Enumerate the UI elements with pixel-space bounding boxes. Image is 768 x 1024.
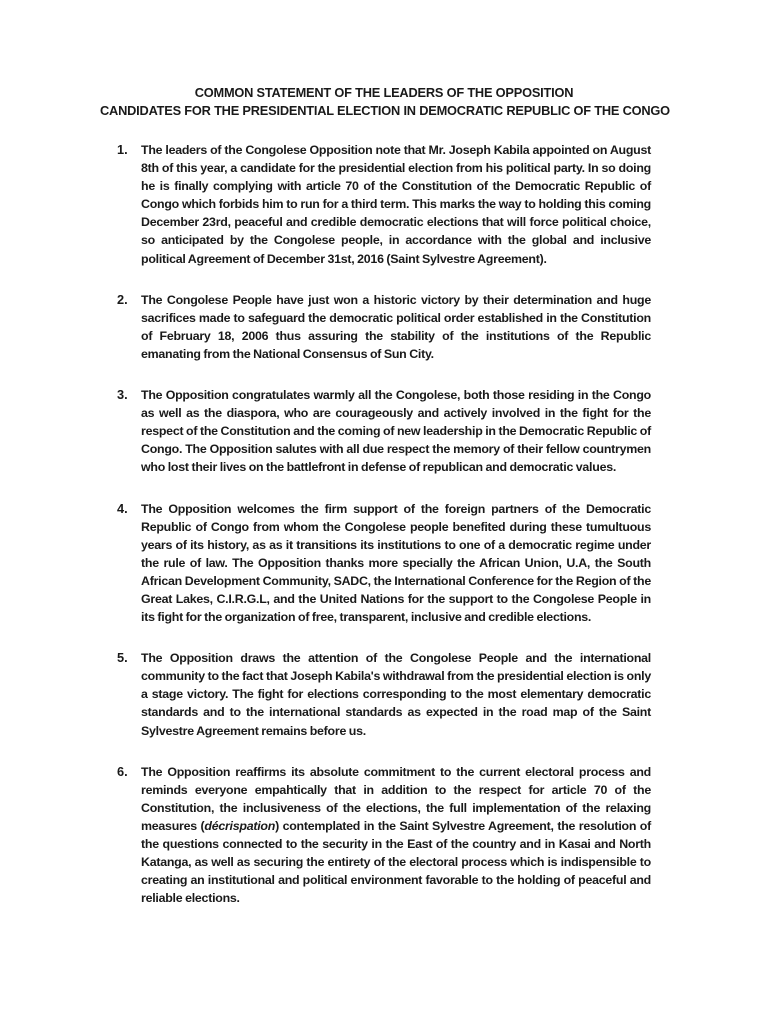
- paragraph-4: [0, 500, 768, 627]
- paragraph-text: The Opposition draws the attention of the Congolese People and the international community to the fact that Joseph Kabila's withdrawal from the presidential election is only a stage victory. The fight for elections corresponding to the most elementary democratic standards and to the international standards as expected in the road map of the Saint Sylvestre Agreement remains before us.: [141, 651, 651, 738]
- paragraph-number: 3.: [117, 387, 128, 403]
- paragraph-5: [0, 649, 768, 739]
- paragraph-3: [0, 386, 768, 476]
- paragraph-number: 6.: [117, 763, 128, 779]
- paragraph-text-part: The Opposition reaffirms its absolute commitment to the current electoral process and reminds everyone empahtically that in addition to the respect for article 70 of the Constitution, the inclusiveness of the elections, the full implementation of the relaxing measures (: [141, 764, 651, 833]
- paragraph-number: 5.: [117, 650, 128, 666]
- paragraph-text: The Congolese People have just won a historic victory by their determination and huge sacrifices made to safeguard the democratic political order established in the Constitution of February 18, 2006 thus assuring the stability of the institutions of the Republic emanating from the National Consensus of Sun City.: [141, 292, 651, 361]
- paragraph-6: [0, 763, 768, 908]
- paragraph-number: 1.: [117, 142, 128, 157]
- paragraph-text: The Opposition congratulates warmly all the Congolese, both those residing in the Congo as well as the diaspora, who are courageously and actively involved in the fight for the respect of the Constitution and the coming of new leadership in the Democratic Republic of Congo. The Opposition salutes with all due respect the memory of their fellow countrymen who lost their lives on the battlefront in defense of republican and democratic values.: [141, 388, 651, 475]
- paragraph-number: 2.: [117, 291, 128, 307]
- italic-term: décrispation: [204, 818, 276, 833]
- paragraph-text: The leaders of the Congolese Opposition note that Mr. Joseph Kabila appointed on August 8th of this year, a candidate for the presidential election from his political party. In so doing he is finally complying with article 70 of the Constitution of the Democratic Republic of Congo which forbids him to run for a third term. This marks the way to holding this coming December 23rd, peaceful and credible democratic elections that will force political choice, so anticipated by the Congolese people, in accordance with the global and inclusive political Agreement of December 31st, 2016 (Saint Sylvestre Agreement).: [141, 143, 651, 266]
- paragraph-text-part: ) contemplated in the Saint Sylvestre Agreement, the resolution of the questions connected to the security in the East of the country and in Kasai and North Katanga, as well as securing the entirety of the electoral process which is indispensible to creating an institutional and political environment favorable to the holding of peaceful and reliable elections.: [141, 818, 651, 906]
- paragraph-text: [141, 763, 651, 908]
- title-line-2: CANDIDATES FOR THE PRESIDENTIAL ELECTION IN DEMOCRATIC REPUBLIC OF THE CONGO: [100, 103, 670, 118]
- paragraph-1: [0, 141, 768, 268]
- paragraph-text: The Opposition welcomes the firm support of the foreign partners of the Democratic Republic of Congo from whom the Congolese people benefited during these tumultuous years of its history, as as it transitions its institutions to one of a democratic regime under the rule of law. The Opposition thanks more specially the African Union, U.A, the South African Development Community, SADC, the International Conference for the Region of the Great Lakes, C.I.R.G.L, and the United Nations for the support to the Congolese People in its fight for the organization of free, transparent, inclusive and credible elections.: [141, 501, 651, 625]
- statement-paragraph-list: [0, 141, 768, 930]
- paragraph-number: 4.: [117, 500, 128, 516]
- document-title: [100, 84, 668, 120]
- paragraph-2: [0, 291, 768, 363]
- title-line-1: COMMON STATEMENT OF THE LEADERS OF THE OPPOSITION: [194, 85, 574, 100]
